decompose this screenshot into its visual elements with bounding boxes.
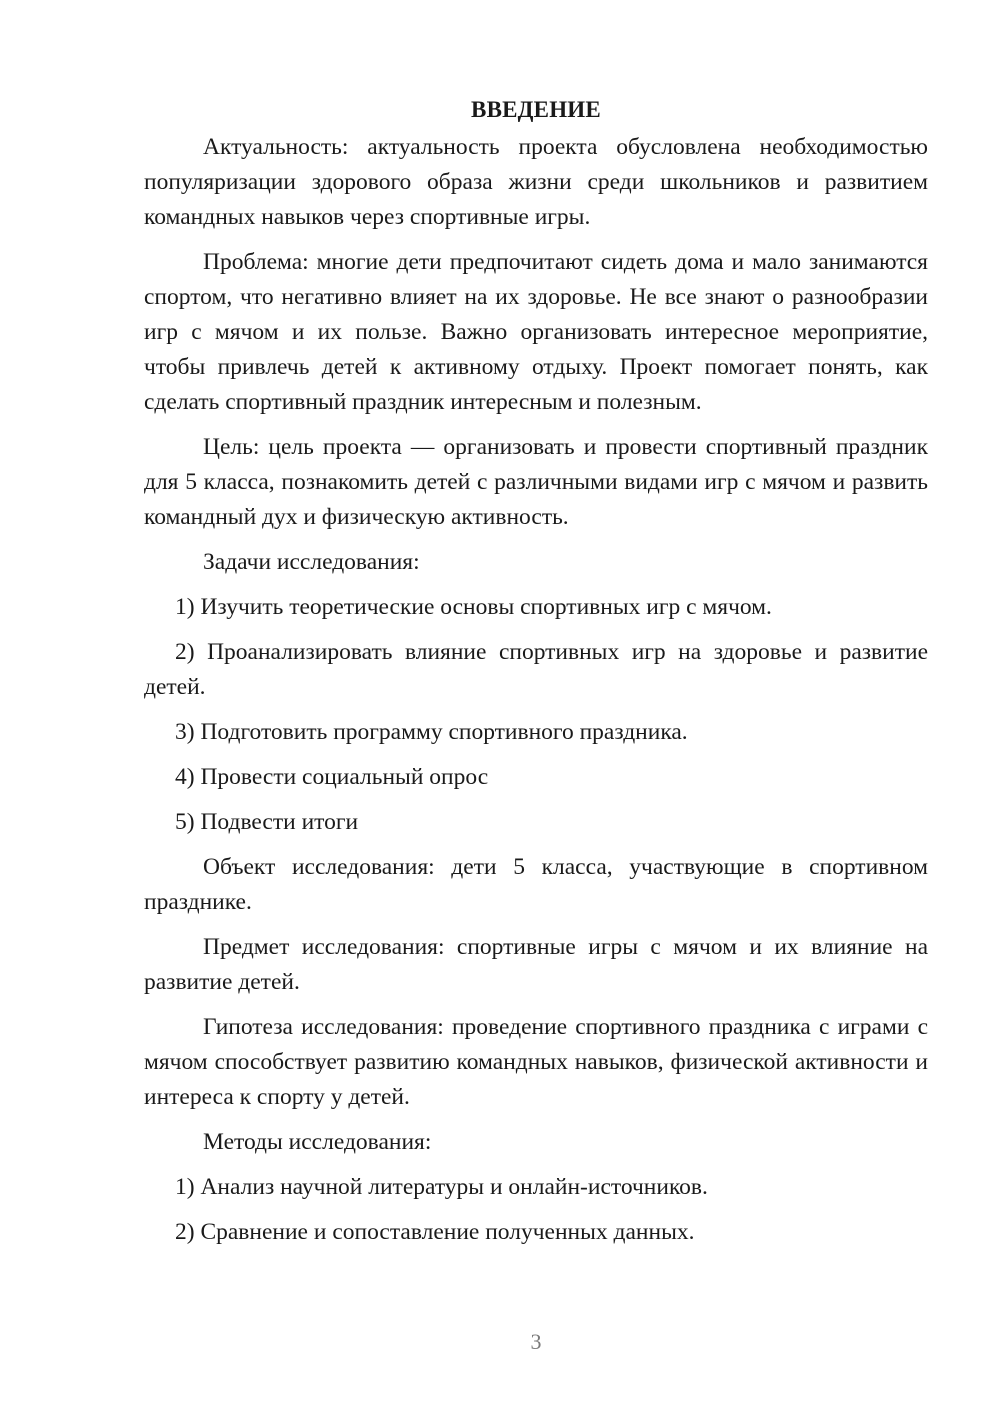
method-item-2: 2) Сравнение и сопоставление полученных данных.: [175, 1219, 695, 1245]
object-paragraph: Объект исследования: дети 5 класса, участвующие в спортивном празднике.: [144, 854, 928, 915]
tasks-title: Задачи исследования:: [203, 549, 420, 575]
page-number: 3: [530, 1329, 542, 1354]
problem-paragraph: Проблема: многие дети предпочитают сидеть дома и мало занимаются спортом, что негативно влияет на их здоровье. Не все знают о разнообразии игр с мячом и их пользе. Важно организовать интересное мероприятие, чтобы привлечь детей к активному отдыху. Проект помогает понять, как сделать спортивный праздник интересным и полезным.: [144, 249, 928, 415]
relevance-paragraph: Актуальность: актуальность проекта обусловлена необходимостью популяризации здорового образа жизни среди школьников и развитием командных навыков через спортивные игры.: [144, 134, 928, 230]
task-item-5: 5) Подвести итоги: [175, 809, 359, 835]
goal-paragraph: Цель: цель проекта — организовать и провести спортивный праздник для 5 класса, познакомить детей с различными видами игр с мячом и развить командный дух и физическую активность.: [144, 434, 928, 530]
page-content: [144, 92, 928, 1260]
methods-title: Методы исследования:: [203, 1129, 432, 1155]
section-heading: ВВЕДЕНИЕ: [471, 97, 601, 122]
task-item-2: 2) Проанализировать влияние спортивных игр на здоровье и развитие детей.: [144, 639, 928, 700]
task-item-1: 1) Изучить теоретические основы спортивных игр с мячом.: [175, 594, 772, 620]
subject-paragraph: Предмет исследования: спортивные игры с мячом и их влияние на развитие детей.: [144, 934, 928, 995]
task-item-3: 3) Подготовить программу спортивного праздника.: [175, 719, 688, 745]
hypothesis-paragraph: Гипотеза исследования: проведение спортивного праздника с играми с мячом способствует развитию командных навыков, физической активности и интереса к спорту у детей.: [144, 1014, 928, 1110]
task-item-4: 4) Провести социальный опрос: [175, 764, 489, 790]
method-item-1: 1) Анализ научной литературы и онлайн-источников.: [175, 1174, 708, 1200]
